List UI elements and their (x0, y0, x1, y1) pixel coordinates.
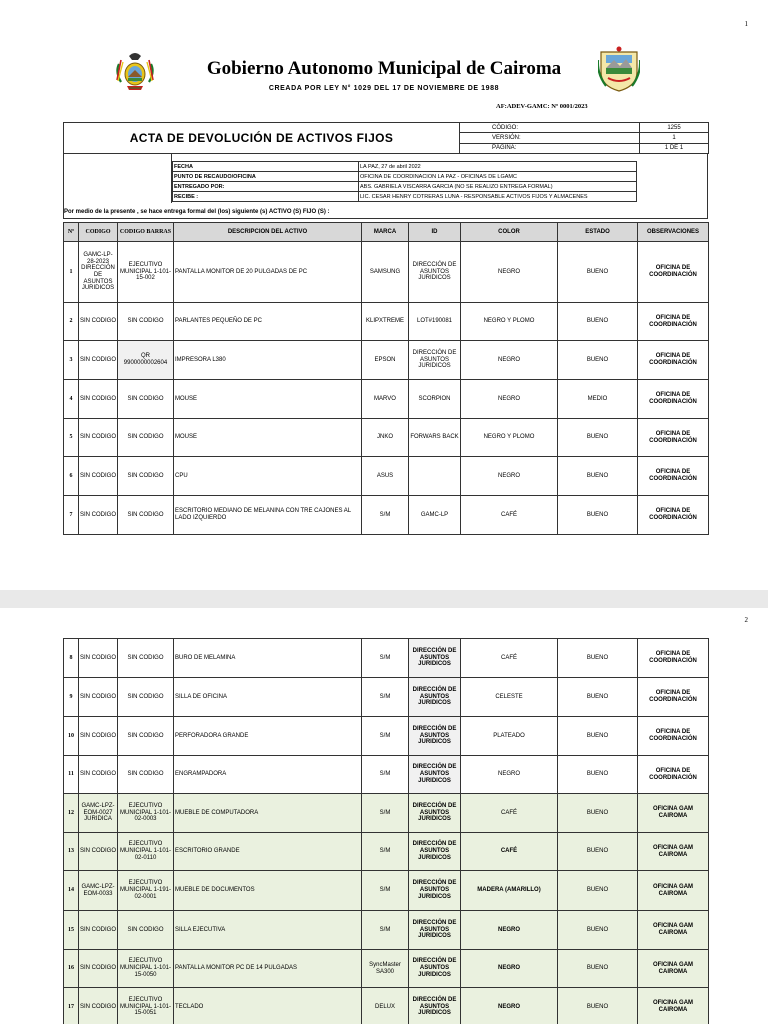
asset-code: SIN CODIGO (79, 756, 118, 794)
color: CELESTE (461, 678, 558, 717)
row-number: 7 (64, 496, 79, 535)
color: NEGRO (461, 341, 558, 380)
barcode: EJECUTIVO MUNICIPAL 1-101-15-0050 (118, 950, 174, 988)
asset-id: FORWARS BACK (409, 419, 461, 457)
observations: OFICINA GAM CAIROMA (638, 871, 709, 911)
row-number: 13 (64, 833, 79, 871)
asset-code: GAMC-LP-28-2023 DIRECCIÓN DE ASUNTOS JURIDICOS (79, 242, 118, 303)
observations: OFICINA DE COORDINACIÓN (638, 496, 709, 535)
column-header: DESCRIPCION DEL ACTIVO (174, 223, 362, 242)
asset-code: SIN CODIGO (79, 303, 118, 341)
observations: OFICINA GAM CAIROMA (638, 911, 709, 950)
observations: OFICINA DE COORDINACIÓN (638, 419, 709, 457)
color: CAFÉ (461, 639, 558, 678)
row-number: 4 (64, 380, 79, 419)
asset-code: SIN CODIGO (79, 833, 118, 871)
table-row (64, 833, 709, 871)
brand: S/M (362, 833, 409, 871)
asset-code: SIN CODIGO (79, 950, 118, 988)
asset-id: DIRECCIÓN DE ASUNTOS JURIDICOS (409, 871, 461, 911)
column-header: OBSERVACIONES (638, 223, 709, 242)
table-row (64, 380, 709, 419)
table-row (64, 496, 709, 535)
pagina-label: PÁGINA: (460, 143, 640, 153)
asset-description: MOUSE (174, 419, 362, 457)
asset-code: SIN CODIGO (79, 988, 118, 1024)
asset-description: ENGRAMPADORA (174, 756, 362, 794)
asset-code: SIN CODIGO (79, 341, 118, 380)
column-header: ID (409, 223, 461, 242)
asset-description: CPU (174, 457, 362, 496)
table-row (64, 794, 709, 833)
observations: OFICINA DE COORDINACIÓN (638, 303, 709, 341)
condition: BUENO (558, 242, 638, 303)
version-label: VERSIÓN: (460, 133, 640, 143)
asset-description: BURO DE MELAMINA (174, 639, 362, 678)
info-table (172, 161, 637, 202)
condition: BUENO (558, 678, 638, 717)
asset-id: DIRECCIÓN DE ASUNTOS JURIDICOS (409, 988, 461, 1024)
row-number: 17 (64, 988, 79, 1024)
page-number: 2 (744, 616, 748, 624)
color: CAFÉ (461, 794, 558, 833)
asset-description: PANTALLA MONITOR PC DE 14 PULGADAS (174, 950, 362, 988)
row-number: 6 (64, 457, 79, 496)
row-number: 11 (64, 756, 79, 794)
color: CAFÉ (461, 833, 558, 871)
info-label: ENTREGADO POR: (173, 182, 359, 192)
asset-id: DIRECCIÓN DE ASUNTOS JURIDICOS (409, 756, 461, 794)
observations: OFICINA GAM CAIROMA (638, 794, 709, 833)
asset-description: SILLA DE OFICINA (174, 678, 362, 717)
brand: S/M (362, 756, 409, 794)
info-label: PUNTO DE RECAUDO/OFICINA (173, 172, 359, 182)
condition: BUENO (558, 911, 638, 950)
asset-id: DIRECCIÓN DE ASUNTOS JURIDICOS (409, 950, 461, 988)
asset-id: GAMC-LP (409, 496, 461, 535)
brand: DELUX (362, 988, 409, 1024)
info-value: ABS. GABRIELA VISCARRA GARCIA (NO SE REALIZO ENTREGA FORMAL) (359, 182, 637, 192)
info-frame-divider (63, 154, 172, 203)
asset-description: ESCRITORIO MEDIANO DE MELANINA CON TRE CAJONES AL LADO IZQUIERDO (174, 496, 362, 535)
barcode: EJECUTIVO MUNICIPAL 1-191-02-0001 (118, 871, 174, 911)
asset-description: TECLADO (174, 988, 362, 1024)
asset-code: SIN CODIGO (79, 496, 118, 535)
page-title: Gobierno Autonomo Municipal de Cairoma (206, 58, 562, 79)
observations: OFICINA GAM CAIROMA (638, 988, 709, 1024)
barcode: SIN CODIGO (118, 911, 174, 950)
barcode: SIN CODIGO (118, 678, 174, 717)
condition: BUENO (558, 794, 638, 833)
asset-id: DIRECCIÓN DE ASUNTOS JURIDICOS (409, 678, 461, 717)
info-value: LA PAZ, 27 de abril 2022 (359, 162, 637, 172)
asset-id: DIRECCIÓN DE ASUNTOS JURIDICOS (409, 341, 461, 380)
observations: OFICINA GAM CAIROMA (638, 833, 709, 871)
column-header: MARCA (362, 223, 409, 242)
observations: OFICINA DE COORDINACIÓN (638, 756, 709, 794)
observations: OFICINA DE COORDINACIÓN (638, 678, 709, 717)
brand: EPSON (362, 341, 409, 380)
codigo-value: 1255 (640, 123, 709, 133)
table-row (64, 988, 709, 1024)
asset-code: SIN CODIGO (79, 380, 118, 419)
condition: BUENO (558, 950, 638, 988)
table-row (64, 242, 709, 303)
condition: MEDIO (558, 380, 638, 419)
asset-id: DIRECCIÓN DE ASUNTOS JURIDICOS (409, 717, 461, 756)
condition: BUENO (558, 457, 638, 496)
barcode: SIN CODIGO (118, 639, 174, 678)
row-number: 2 (64, 303, 79, 341)
color: NEGRO Y PLOMO (461, 303, 558, 341)
asset-id: DIRECCIÓN DE ASUNTOS JURIDICOS (409, 794, 461, 833)
row-number: 9 (64, 678, 79, 717)
asset-id (409, 457, 461, 496)
table-row (64, 639, 709, 678)
barcode: EJECUTIVO MUNICIPAL 1-101-02-0110 (118, 833, 174, 871)
brand: S/M (362, 911, 409, 950)
condition: BUENO (558, 639, 638, 678)
info-value: OFICINA DE COORDINACION LA PAZ - OFICINAS DE LGAMC (359, 172, 637, 182)
row-number: 15 (64, 911, 79, 950)
brand: S/M (362, 871, 409, 911)
barcode: SIN CODIGO (118, 717, 174, 756)
asset-description: SILLA EJECUTIVA (174, 911, 362, 950)
codigo-label: CÓDIGO: (460, 123, 640, 133)
color: NEGRO (461, 988, 558, 1024)
row-number: 14 (64, 871, 79, 911)
barcode: SIN CODIGO (118, 419, 174, 457)
asset-code: SIN CODIGO (79, 717, 118, 756)
condition: BUENO (558, 871, 638, 911)
condition: BUENO (558, 717, 638, 756)
table-row (64, 678, 709, 717)
pagina-value: 1 DE 1 (640, 143, 709, 153)
document-header-table (63, 122, 709, 154)
color: PLATEADO (461, 717, 558, 756)
info-value: LIC. CESAR HENRY COTRERAS LUNA - RESPONSABLE ACTIVOS FIJOS Y ALMACENES (359, 192, 637, 202)
document-page-2 (0, 608, 768, 1024)
asset-code: SIN CODIGO (79, 911, 118, 950)
table-row (64, 950, 709, 988)
asset-code: SIN CODIGO (79, 678, 118, 717)
asset-code: SIN CODIGO (79, 457, 118, 496)
row-number: 12 (64, 794, 79, 833)
color: NEGRO (461, 457, 558, 496)
color: NEGRO (461, 911, 558, 950)
table-row (64, 717, 709, 756)
asset-description: ESCRITORIO GRANDE (174, 833, 362, 871)
asset-id: DIRECCIÓN DE ASUNTOS JURIDICOS (409, 639, 461, 678)
version-value: 1 (640, 133, 709, 143)
row-number: 3 (64, 341, 79, 380)
observations: OFICINA DE COORDINACIÓN (638, 242, 709, 303)
intro-text: Por medio de la presente , se hace entrega formal del (los) siguiente (s) ACTIVO (S) FIJO (S) : (64, 209, 330, 215)
asset-code: SIN CODIGO (79, 639, 118, 678)
asset-description: MUEBLE DE DOCUMENTOS (174, 871, 362, 911)
condition: BUENO (558, 496, 638, 535)
asset-id: DIRECCIÓN DE ASUNTOS JURIDICOS (409, 911, 461, 950)
asset-id: LOT#190081 (409, 303, 461, 341)
color: NEGRO (461, 242, 558, 303)
condition: BUENO (558, 756, 638, 794)
asset-id: DIRECCIÓN DE ASUNTOS JURIDICOS (409, 242, 461, 303)
info-label: FECHA (173, 162, 359, 172)
color: MADERA (AMARILLO) (461, 871, 558, 911)
brand: S/M (362, 496, 409, 535)
table-row (64, 457, 709, 496)
barcode: SIN CODIGO (118, 303, 174, 341)
brand: MARVO (362, 380, 409, 419)
barcode: SIN CODIGO (118, 496, 174, 535)
row-number: 8 (64, 639, 79, 678)
column-header: CODIGO (79, 223, 118, 242)
page-number: 1 (744, 20, 748, 28)
barcode: SIN CODIGO (118, 756, 174, 794)
observations: OFICINA DE COORDINACIÓN (638, 717, 709, 756)
observations: OFICINA DE COORDINACIÓN (638, 639, 709, 678)
brand: JNKO (362, 419, 409, 457)
color: NEGRO Y PLOMO (461, 419, 558, 457)
observations: OFICINA DE COORDINACIÓN (638, 380, 709, 419)
observations: OFICINA DE COORDINACIÓN (638, 341, 709, 380)
brand: S/M (362, 717, 409, 756)
asset-code: SIN CODIGO (79, 419, 118, 457)
observations: OFICINA DE COORDINACIÓN (638, 457, 709, 496)
brand: S/M (362, 639, 409, 678)
asset-description: PANTALLA MONITOR DE 20 PULGADAS DE PC (174, 242, 362, 303)
table-row (64, 341, 709, 380)
row-number: 1 (64, 242, 79, 303)
asset-code: GAMC-LPZ-EOM-0027 JURIDICA (79, 794, 118, 833)
column-header: Nº (64, 223, 79, 242)
asset-id: DIRECCIÓN DE ASUNTOS JURIDICOS (409, 833, 461, 871)
column-header: ESTADO (558, 223, 638, 242)
color: NEGRO (461, 756, 558, 794)
document-reference: AF:ADEV-GAMC: Nº 0001/2023 (496, 103, 588, 110)
barcode: EJECUTIVO MUNICIPAL 1-101-15-002 (118, 242, 174, 303)
table-row (64, 911, 709, 950)
condition: BUENO (558, 303, 638, 341)
document-title: ACTA DE DEVOLUCIÓN DE ACTIVOS FIJOS (64, 123, 460, 154)
observations: OFICINA GAM CAIROMA (638, 950, 709, 988)
asset-description: PARLANTES PEQUEÑO DE PC (174, 303, 362, 341)
color: NEGRO (461, 380, 558, 419)
color: NEGRO (461, 950, 558, 988)
condition: BUENO (558, 988, 638, 1024)
barcode: SIN CODIGO (118, 380, 174, 419)
asset-code: GAMC-LPZ-EOM-0033 (79, 871, 118, 911)
asset-description: MOUSE (174, 380, 362, 419)
row-number: 16 (64, 950, 79, 988)
table-row (64, 303, 709, 341)
row-number: 10 (64, 717, 79, 756)
barcode: QR 9900000002604 (118, 341, 174, 380)
asset-description: PERFORADORA GRANDE (174, 717, 362, 756)
asset-description: IMPRESORA L380 (174, 341, 362, 380)
brand: KLIPXTREME (362, 303, 409, 341)
page-subtitle: CREADA POR LEY N° 1029 DEL 17 DE NOVIEMBRE DE 1988 (268, 85, 500, 92)
brand: S/M (362, 794, 409, 833)
assets-table-continued (63, 638, 709, 1024)
brand: SyncMaster SA300 (362, 950, 409, 988)
brand: SAMSUNG (362, 242, 409, 303)
info-label: RECIBE : (173, 192, 359, 202)
column-header: COLOR (461, 223, 558, 242)
assets-table (63, 222, 709, 535)
column-header: CODIGO BARRAS (118, 223, 174, 242)
barcode: EJECUTIVO MUNICIPAL 1-101-15-0051 (118, 988, 174, 1024)
barcode: EJECUTIVO MUNICIPAL 1-101-02-0003 (118, 794, 174, 833)
row-number: 5 (64, 419, 79, 457)
condition: BUENO (558, 419, 638, 457)
table-row (64, 419, 709, 457)
brand: ASUS (362, 457, 409, 496)
asset-description: MUEBLE DE COMPUTADORA (174, 794, 362, 833)
barcode: SIN CODIGO (118, 457, 174, 496)
table-row (64, 871, 709, 911)
color: CAFÉ (461, 496, 558, 535)
table-row (64, 756, 709, 794)
asset-id: SCORPION (409, 380, 461, 419)
condition: BUENO (558, 833, 638, 871)
brand: S/M (362, 678, 409, 717)
condition: BUENO (558, 341, 638, 380)
